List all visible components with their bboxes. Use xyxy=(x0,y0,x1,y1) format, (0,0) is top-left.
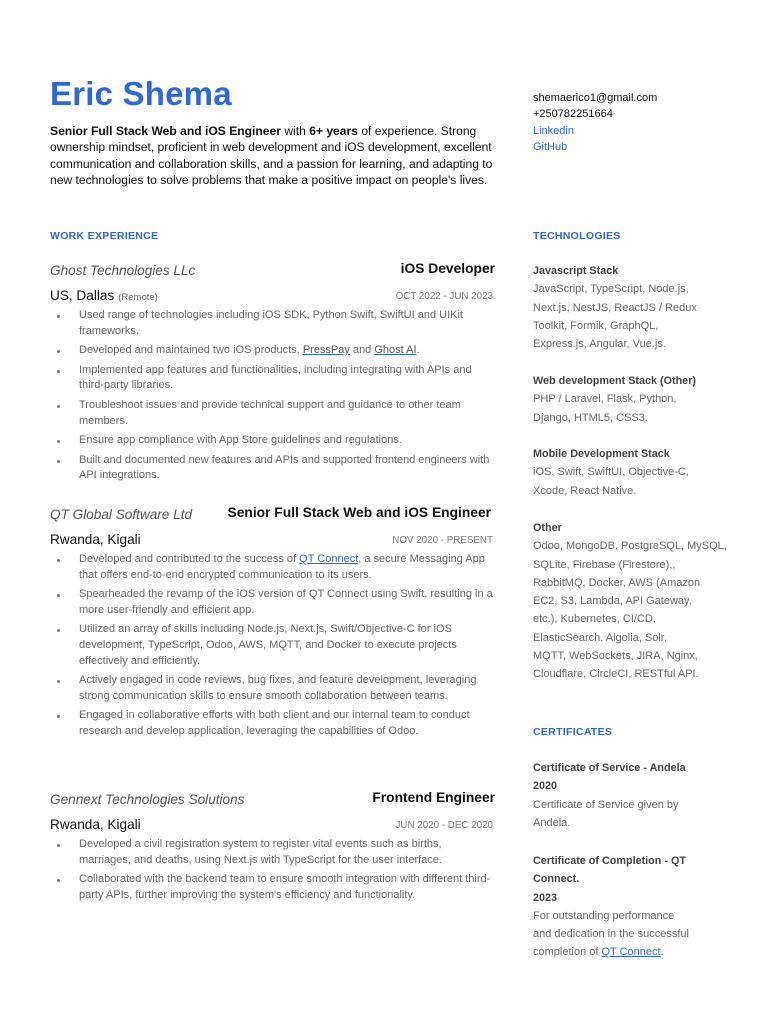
tech-group-line: Django, HTML5, CSS3. xyxy=(533,411,648,424)
list-item xyxy=(50,552,495,583)
tech-group xyxy=(533,372,743,427)
tech-group-line: SQLite, Firebase (Firestore),, xyxy=(533,558,676,571)
certificate-title: Certificate of Service - Andela xyxy=(533,762,686,774)
job-entry xyxy=(50,263,495,488)
job-role: Senior Full Stack Web and iOS Engineer xyxy=(227,505,491,520)
tech-group-line: ElasticSearch, Algolia, Solr, xyxy=(533,631,667,644)
tech-group-title: Javascript Stack xyxy=(533,265,619,277)
certificates-heading: CERTIFICATES xyxy=(533,726,613,738)
tech-group-line: RabbitMQ, Docker, AWS (Amazon xyxy=(533,576,701,589)
linkedin-link[interactable]: Linkedin xyxy=(533,124,574,137)
certificate-year: 2023 xyxy=(533,891,558,904)
certificate-desc: and dedication in the successful xyxy=(533,928,689,941)
certificate-year: 2020 xyxy=(533,780,558,793)
summary-with: with xyxy=(280,124,310,138)
job-location xyxy=(50,288,158,303)
tech-group-title: Web development Stack (Other) xyxy=(533,375,696,387)
list-item: Implemented app features and functionalities, including integrating with APIs and third-party libraries. xyxy=(50,363,495,394)
list-item: Used range of technologies including iOS SDK, Python Swift, SwiftUI and UIKit frameworks. xyxy=(50,308,495,339)
company-name: Gennext Technologies Solutions xyxy=(50,792,245,807)
professional-summary xyxy=(50,123,500,188)
job-entry xyxy=(50,792,495,907)
certificate-desc xyxy=(533,943,743,961)
tech-group-title: Other xyxy=(533,522,562,534)
certificate-desc-text: completion of xyxy=(533,946,602,959)
tech-group-line: Cloudflare, CircleCI, RESTful API. xyxy=(533,668,699,681)
certificate-desc: Certificate of Service given by xyxy=(533,798,679,811)
certificate-desc: Andela. xyxy=(533,816,571,829)
list-item xyxy=(50,343,495,359)
list-item: Built and documented new features and APIs and supported frontend engineers with API integrations. xyxy=(50,453,495,484)
list-item: Troubleshoot issues and provide technical support and guidance to other team members. xyxy=(50,398,495,429)
summary-years: 6+ years xyxy=(309,124,358,138)
list-item: Developed a civil registration system to register vital events such as births, marriages, and deaths, using Next.js with TypeScript for the user interface. xyxy=(50,837,495,868)
bullet-text: , a secure Messaging App that offers end-to-end encrypted communication to its users. xyxy=(79,553,485,581)
bullet-text: Developed and contributed to the success of xyxy=(79,553,300,565)
list-item: Ensure app compliance with App Store guidelines and regulations. xyxy=(50,433,495,449)
company-name: Ghost Technologies LLc xyxy=(50,263,196,278)
list-item: Utilized an array of skills including Node.js, Next.js, Swift/Objective-C for iOS development, TypeScript, Odoo, AWS, MQTT, and Docker to execute projects effectively and efficiently. xyxy=(50,622,495,669)
github-link[interactable]: GitHub xyxy=(533,140,568,153)
tech-group-line: PHP / Laravel, Flask, Python, xyxy=(533,393,677,406)
list-item: Collaborated with the backend team to ensure smooth integration with different third- party APIs, further improving the system's efficiency and functionality. xyxy=(50,872,495,903)
job-location: Rwanda, Kigali xyxy=(50,532,141,547)
tech-group-line: Xcode, React Native. xyxy=(533,484,637,497)
job-dates: JUN 2020 - DEC 2020 xyxy=(395,820,493,831)
tech-group-line: MQTT, WebSockets, JIRA, Nginx, xyxy=(533,650,698,663)
bullet-text: Developed and maintained two iOS products, xyxy=(79,344,303,357)
list-item: Actively engaged in code reviews, bug fixes, and feature development, leveraging strong communication skills to ensure smooth collaboration between teams. xyxy=(50,673,495,704)
tech-group-line: Next.js, NestJS, ReactJS / Redux xyxy=(533,301,697,314)
tech-group-line: Toolkit, Formik, GraphQL, xyxy=(533,319,659,332)
remote-note: (Remote) xyxy=(118,292,158,303)
tech-group-line: Odoo, MongoDB, PostgreSQL, MySQL, xyxy=(533,540,727,553)
company-name: QT Global Software Ltd xyxy=(50,507,193,522)
list-item: Engaged in collaborative efforts with both client and our internal team to conduct research and develop application, leveraging the capabilities of Odoo. xyxy=(50,708,495,739)
tech-group-title: Mobile Development Stack xyxy=(533,448,670,460)
tech-group xyxy=(533,445,743,500)
technologies-heading: TECHNOLOGIES xyxy=(533,230,621,242)
job-entry xyxy=(50,507,495,744)
list-item: Spearheaded the revamp of the iOS version of QT Connect using Swift, resulting in a more user-friendly and efficient app. xyxy=(50,587,495,618)
certificate-title: Certificate of Completion - QT xyxy=(533,855,686,867)
tech-group-line: JavaScript, TypeScript, Node.js, xyxy=(533,283,689,296)
candidate-name: Eric Shema xyxy=(50,75,232,112)
certificate-entry xyxy=(533,852,743,962)
presspay-link[interactable]: PressPay xyxy=(302,344,350,357)
work-experience-heading: WORK EXPERIENCE xyxy=(50,230,159,242)
qt-connect-link[interactable]: QT Connect xyxy=(601,946,661,959)
tech-group-line: EC2, S3, Lambda, API Gateway, xyxy=(533,595,692,608)
tech-group-line: Express.js, Angular, Vue.js. xyxy=(533,338,666,351)
tech-group xyxy=(533,519,743,684)
ghost-ai-link[interactable]: Ghost AI xyxy=(374,344,417,357)
certificate-desc: For outstanding performance xyxy=(533,909,675,922)
phone-text: +250782251664 xyxy=(533,108,613,121)
qt-connect-link[interactable]: QT Connect xyxy=(299,553,359,565)
certificate-title: Connect. xyxy=(533,873,580,886)
job-dates: OCT 2022 - JUN 2023 xyxy=(395,291,493,302)
tech-group-line: iOS, Swift, SwiftUI, Objective-C, xyxy=(533,466,689,479)
certificate-entry xyxy=(533,759,743,832)
job-role: iOS Developer xyxy=(400,261,495,276)
job-role: Frontend Engineer xyxy=(372,790,495,805)
job-dates: NOV 2020 - PRESENT xyxy=(392,535,493,546)
email-text[interactable]: shemaerico1@gmail.com xyxy=(533,92,658,104)
bullet-and: and xyxy=(349,344,375,357)
tech-group xyxy=(533,262,743,353)
job-bullets xyxy=(50,308,495,484)
location-text: US, Dallas xyxy=(50,288,115,303)
tech-group-line: etc.), Kubernetes, CI/CD, xyxy=(533,613,656,626)
bullet-end: . xyxy=(416,344,420,357)
job-location: Rwanda, Kigali xyxy=(50,817,141,832)
job-bullets xyxy=(50,552,495,740)
contact-info xyxy=(533,90,657,155)
summary-rest: of experience. Strong ownership mindset, proficient in web development and iOS development, excellent communication and collaboration skills, and a passion for learning, and adapting to new technologies to solve problems that make a positive impact on people's lives. xyxy=(50,124,493,187)
certificate-desc-end: . xyxy=(660,946,664,959)
job-bullets xyxy=(50,837,495,903)
summary-title: Senior Full Stack Web and iOS Engineer xyxy=(50,124,281,138)
